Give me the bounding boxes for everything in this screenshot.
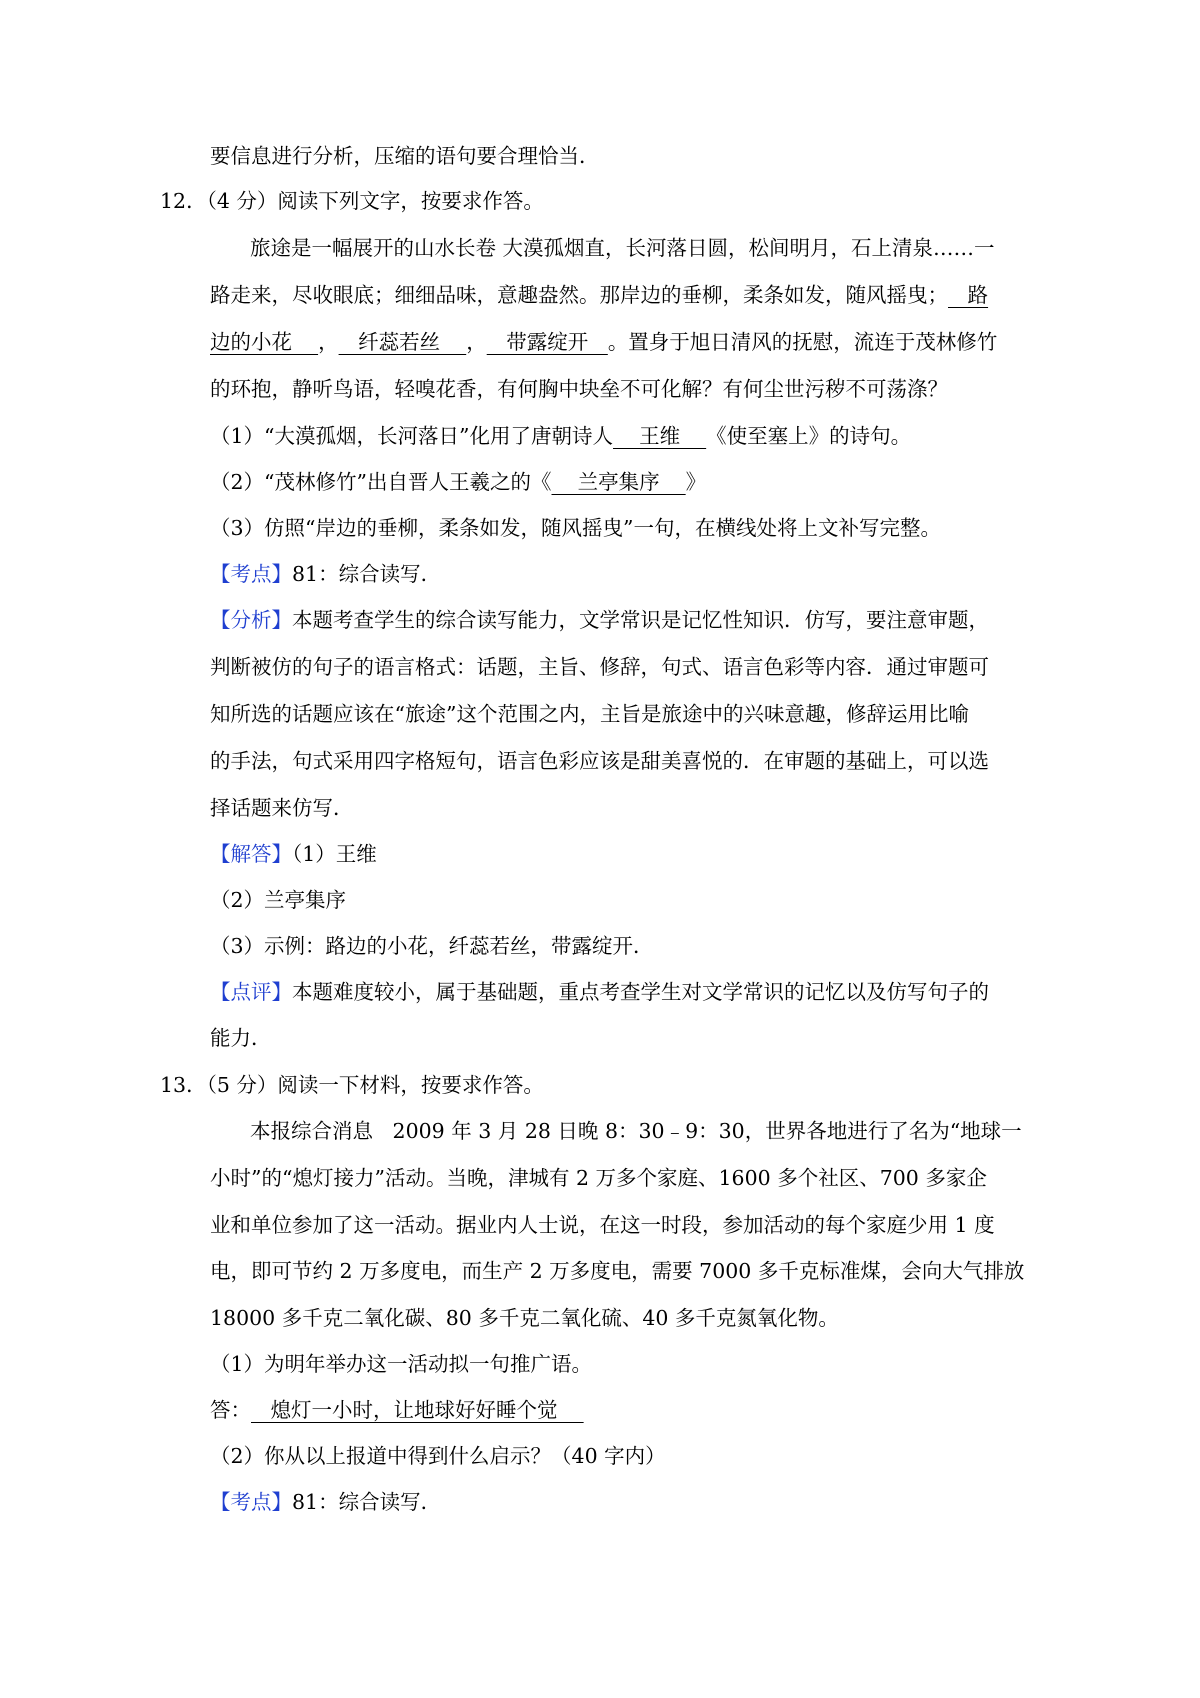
dianping-line [210, 977, 989, 1007]
material-line: 本报综合消息 2009 年 3 月 28 日晚 8：30﹣9：30，世界各地进行了名为“地球一 [250, 1119, 1022, 1143]
sub-question-1 [210, 421, 911, 451]
passage-text: 路走来，尽收眼底；细细品味，意趣盎然。那岸边的垂柳，柔条如发，随风摇曳； [210, 283, 948, 307]
fenxi-line: 的手法，句式采用四字格短句，语言色彩应该是甜美喜悦的．在审题的基础上，可以选 [210, 749, 989, 773]
answer-label: 答： [210, 1398, 251, 1422]
fenxi-line: 判断被仿的句子的语言格式：话题，主旨、修辞，句式、语言色彩等内容．通过审题可 [210, 655, 989, 679]
kaodian-line [210, 1487, 441, 1517]
sub-question-text: （2）“茂林修竹”出自晋人王羲之的《 [210, 470, 552, 494]
fenxi-text: 本题考查学生的综合读写能力，文学常识是记忆性知识．仿写，要注意审题， [292, 608, 989, 632]
fenxi-line: 择话题来仿写． [210, 796, 354, 820]
jieda-line: （3）示例：路边的小花，纤蕊若丝，带露绽开． [210, 934, 654, 958]
answer-blank: 带露绽开 [486, 330, 608, 354]
answer-blank: 路 [948, 283, 989, 307]
jieda-line: （2）兰亭集序 [210, 888, 347, 912]
question-13-title: 13．（5 分）阅读一下材料，按要求作答。 [160, 1073, 544, 1097]
text-line: 要信息进行分析，压缩的语句要合理恰当． [210, 144, 600, 168]
kaodian-line [210, 559, 441, 589]
answer-blank: 纤蕊若丝 [338, 330, 467, 354]
answer-blank: 熄灯一小时，让地球好好睡个觉 [251, 1398, 584, 1422]
fenxi-tag: 【分析】 [210, 608, 292, 632]
question-12-title: 12．（4 分）阅读下列文字，按要求作答。 [160, 189, 544, 213]
sub-question-3: （3）仿照“岸边的垂柳，柔条如发，随风摇曳”一句，在横线处将上文补写完整。 [210, 516, 942, 540]
passage-text: 。置身于旭日清风的抚慰，流连于茂林修竹 [607, 330, 998, 354]
answer-blank: 兰亭集序 [551, 470, 686, 494]
passage-line [210, 280, 988, 310]
passage-line: 旅途是一幅展开的山水长卷 大漠孤烟直，长河落日圆，松间明月，石上清泉……一 [250, 236, 995, 260]
kaodian-tag: 【考点】 [210, 1490, 292, 1514]
task-1: （1）为明年举办这一活动拟一句推广语。 [210, 1352, 593, 1376]
answer-line [210, 1395, 584, 1425]
material-line: 18000 多千克二氧化碳、80 多千克二氧化硫、40 多千克氮氧化物。 [210, 1306, 839, 1330]
fenxi-line [210, 605, 989, 635]
kaodian-tag: 【考点】 [210, 562, 292, 586]
material-line: 电，即可节约 2 万多度电，而生产 2 万多度电，需要 7000 多千克标准煤，会向大气排放 [210, 1259, 1025, 1283]
separator: ， [318, 330, 339, 354]
passage-line [210, 327, 997, 357]
material-line: 小时”的“熄灯接力”活动。当晚，津城有 2 万多个家庭、1600 多个社区、700 多家企 [210, 1166, 987, 1190]
sub-question-2 [210, 467, 706, 497]
dianping-tag: 【点评】 [210, 980, 292, 1004]
sub-question-text: 》 [685, 470, 707, 494]
material-line: 业和单位参加了这一活动。据业内人士说，在这一时段，参加活动的每个家庭少用 1 度 [210, 1213, 995, 1237]
passage-line: 的环抱，静听鸟语，轻嗅花香，有何胸中块垒不可化解？有何尘世污秽不可荡涤？ [210, 377, 948, 401]
fenxi-line: 知所选的话题应该在“旅途”这个范围之内，主旨是旅途中的兴味意趣，修辞运用比喻 [210, 702, 969, 726]
kaodian-text: 81：综合读写． [292, 562, 442, 586]
separator: ， [466, 330, 487, 354]
jieda-text: （1）王维 [292, 842, 377, 866]
dianping-line: 能力． [210, 1026, 272, 1050]
jieda-line [210, 839, 377, 869]
answer-blank: 边的小花 [210, 330, 319, 354]
jieda-tag: 【解答】 [210, 842, 292, 866]
sub-question-text: （1）“大漠孤烟，长河落日”化用了唐朝诗人 [210, 424, 614, 448]
kaodian-text: 81：综合读写． [292, 1490, 442, 1514]
dianping-text: 本题难度较小，属于基础题，重点考查学生对文学常识的记忆以及仿写句子的 [292, 980, 989, 1004]
sub-question-text: 《使至塞上》的诗句。 [706, 424, 912, 448]
task-2: （2）你从以上报道中得到什么启示？（40 字内） [210, 1444, 666, 1468]
answer-blank: 王维 [613, 424, 707, 448]
